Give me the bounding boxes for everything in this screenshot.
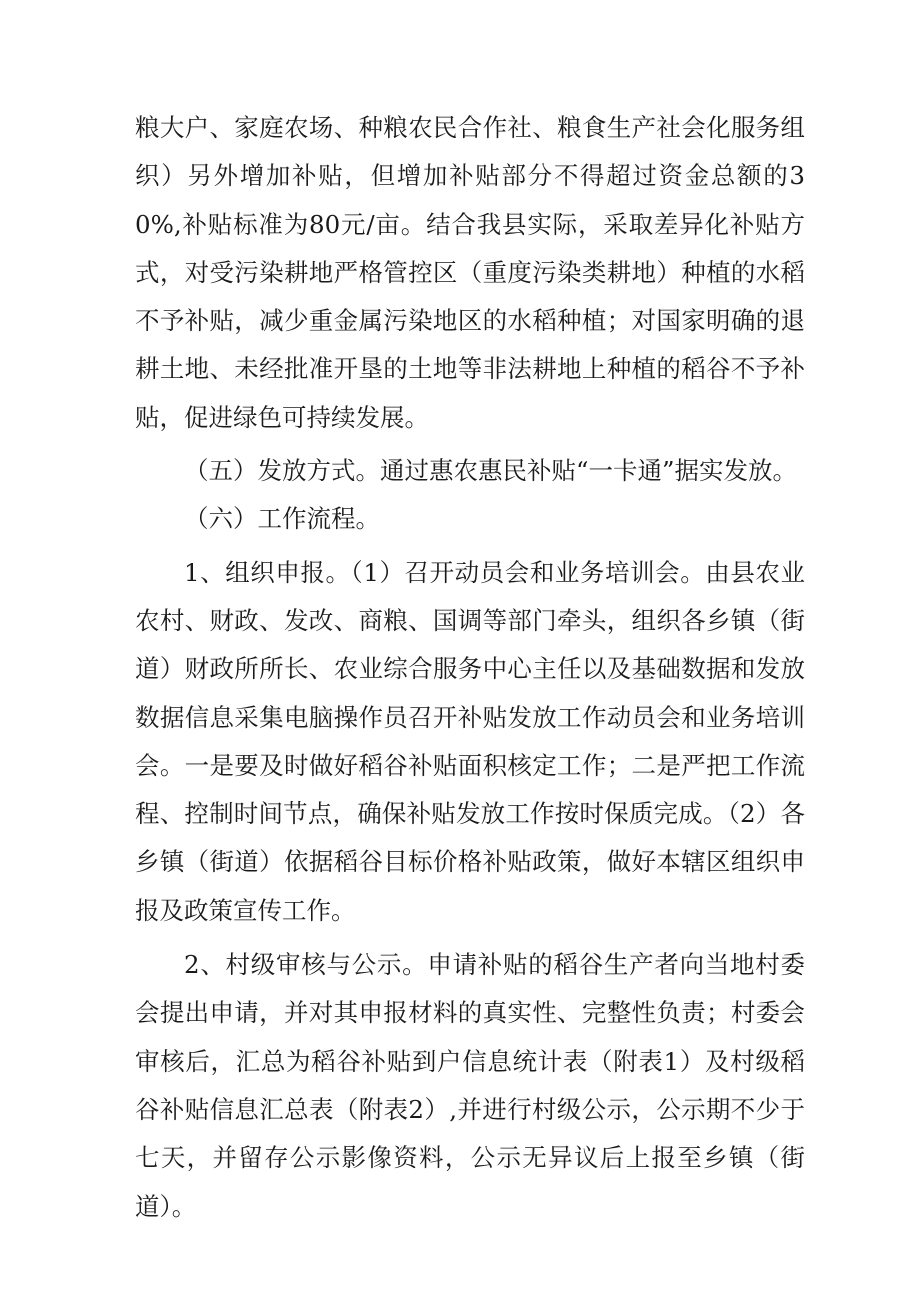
- paragraph-distribution-method: （五）发放方式。通过惠农惠民补贴“一卡通”据实发放。: [184, 456, 798, 486]
- paragraph-subsidy-standard: 粮大户、家庭农场、种粮农民合作社、粮食生产社会化服务组织）另外增加补贴，但增加补贴部分不得超过资金总额的30%,补贴标准为80元/亩。结合我县实际，采取差异化补贴方式，对受污染耕地严格管控区（重度污染类耕地）种植的水稻不予补贴，减少重金属污染地区的水稻种植；对国家明确的退耕土地、未经批准开垦的土地等非法耕地上种植的稻谷不予补贴，促进绿色可持续发展。: [135, 113, 805, 432]
- paragraph-workflow-heading: （六）工作流程。: [184, 504, 380, 534]
- paragraph-village-review: 2、村级审核与公示。申请补贴的稻谷生产者向当地村委会提出申请，并对其申报材料的真实性、完整性负责；村委会审核后，汇总为稻谷补贴到户信息统计表（附表1）及村级稻谷补贴信息汇总表（附表2）,并进行村级公示，公示期不少于七天，并留存公示影像资料，公示无异议后上报至乡镇（街道）。: [135, 950, 805, 1221]
- document-body: [135, 104, 805, 1231]
- paragraph-organize-application: 1、组织申报。（1）召开动员会和业务培训会。由县农业农村、财政、发改、商粮、国调等部门牵头，组织各乡镇（街道）财政所所长、农业综合服务中心主任以及基础数据和发放数据信息采集电脑操作员召开补贴发放工作动员会和业务培训会。一是要及时做好稻谷补贴面积核定工作；二是严把工作流程、控制时间节点，确保补贴发放工作按时保质完成。（2）各乡镇（街道）依据稻谷目标价格补贴政策，做好本辖区组织申报及政策宣传工作。: [135, 557, 805, 925]
